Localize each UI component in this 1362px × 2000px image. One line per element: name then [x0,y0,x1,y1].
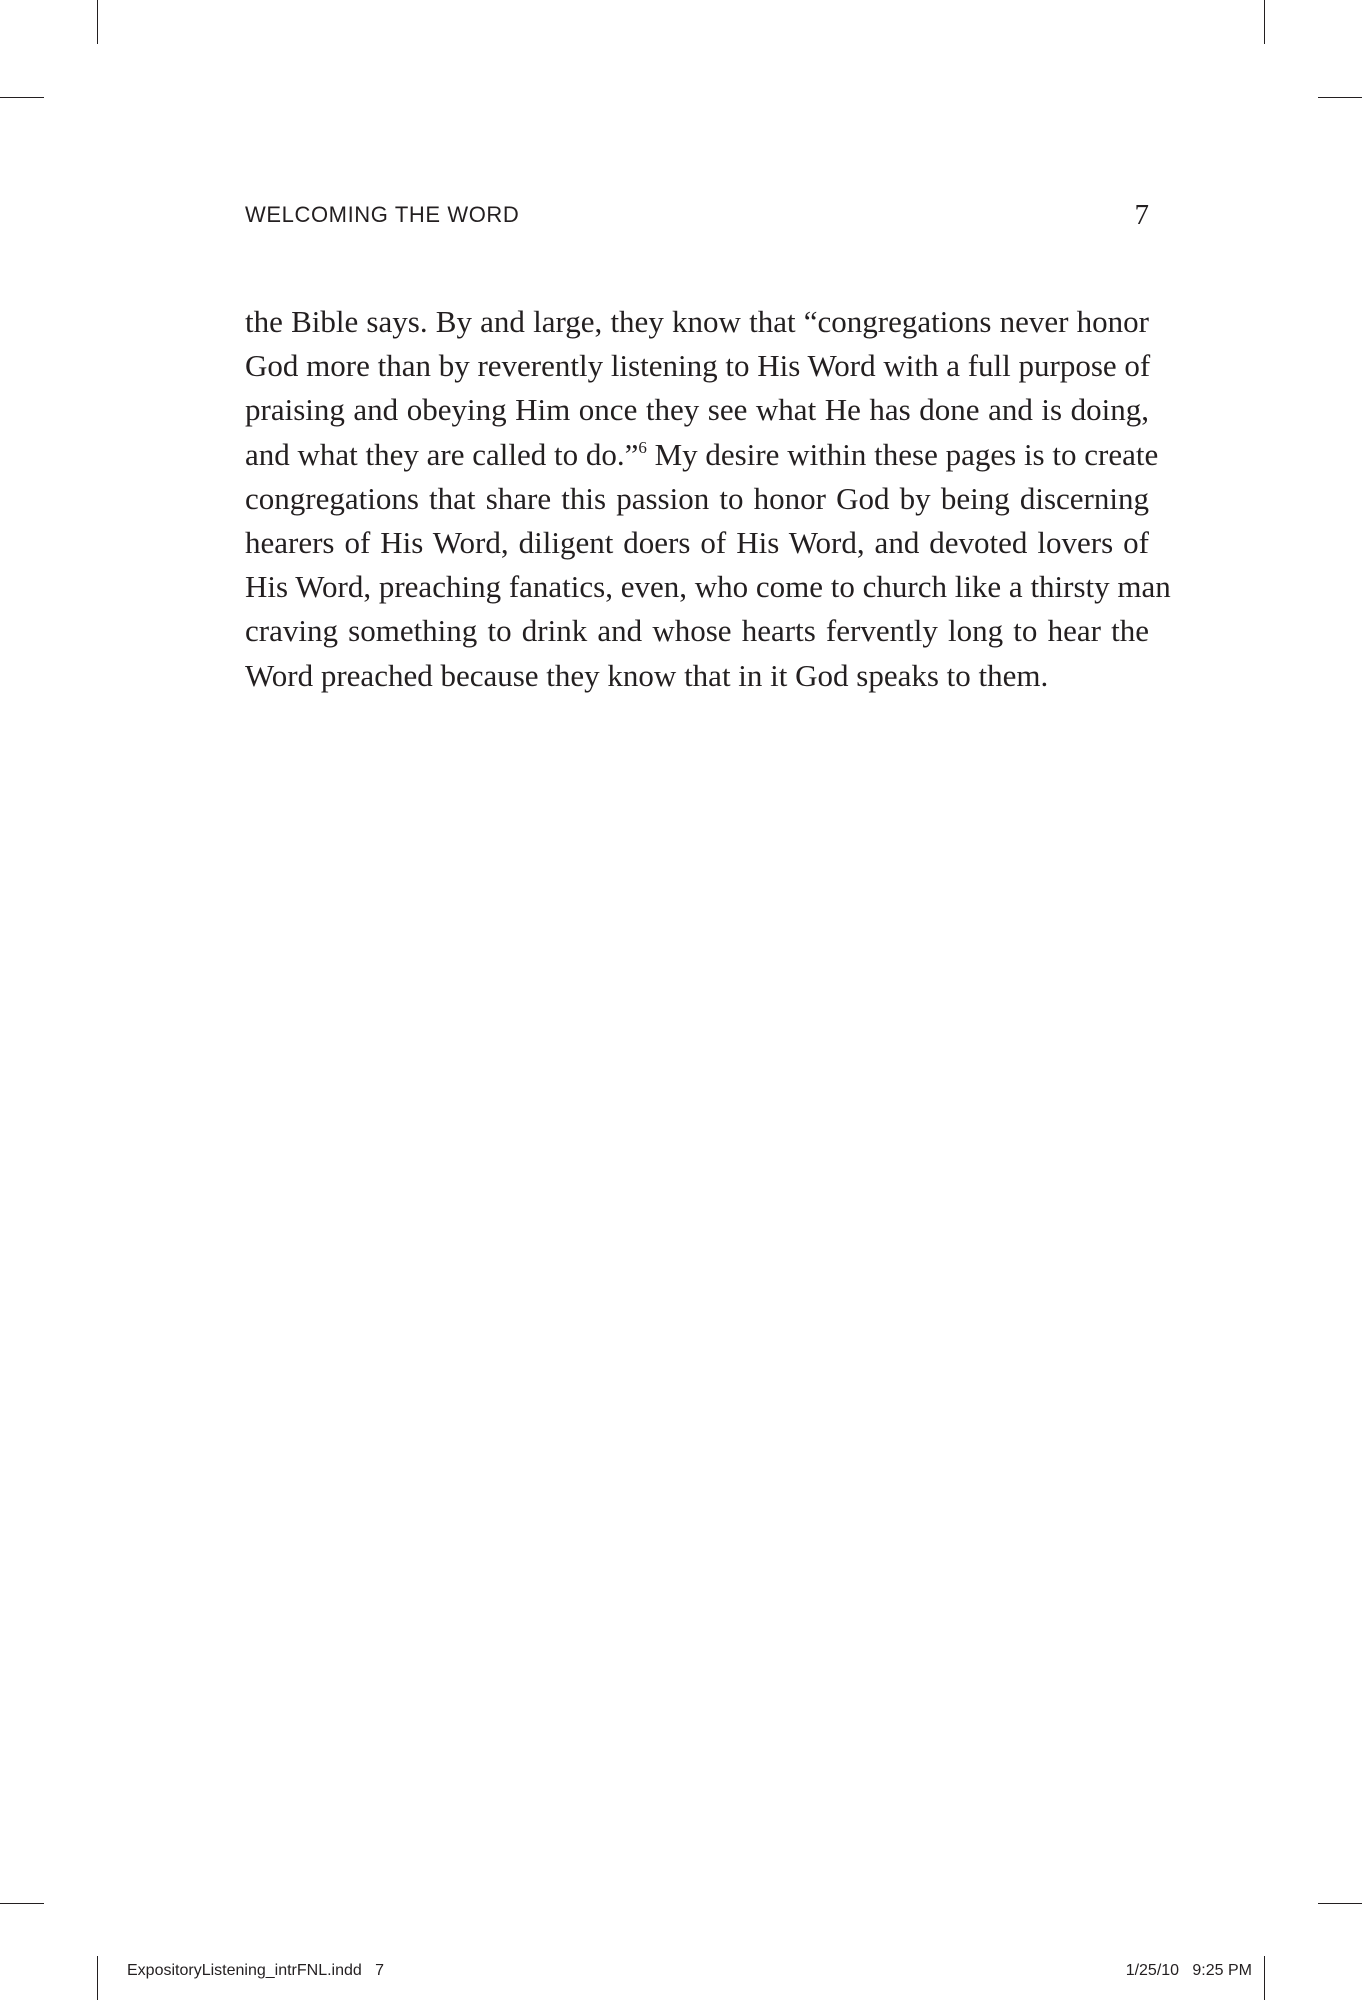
crop-mark-left-upper [0,97,44,98]
page-number: 7 [1134,199,1149,231]
crop-mark-left-lower [0,1903,44,1904]
text-line-4 [245,433,1159,477]
footnote-marker: 6 [638,437,647,457]
crop-mark-bottom-right [1264,1956,1265,2000]
running-head [245,200,1149,232]
crop-mark-right-lower [1318,1903,1362,1904]
running-title: WELCOMING THE WORD [245,202,520,227]
text-line-9: Word preached because they know that in it God speaks to them. [245,657,1049,693]
crop-mark-bottom-left [97,1956,98,2000]
body-paragraph [245,300,1171,698]
slug-timestamp: 1/25/10 9:25 PM [1125,1962,1252,1979]
text-line-3: praising and obeying Him once they see what He has done and is doing, [245,392,1149,428]
text-line-5: congregations that share this passion to honor God by being discerning [245,480,1149,516]
text-line-7: His Word, preaching fanatics, even, who come to church like a thirsty man [245,569,1171,605]
text-line-4-start: and what they are called to do.” [245,436,639,472]
crop-mark-top-left [97,0,98,44]
crop-mark-right-upper [1318,97,1362,98]
text-line-1: the Bible says. By and large, they know that “congregations never honor [245,304,1149,339]
crop-mark-top-right [1264,0,1265,44]
text-line-8: craving something to drink and whose hearts fervently long to hear the [245,613,1149,649]
text-line-6: hearers of His Word, diligent doers of His Word, and devoted lovers of [245,524,1149,560]
text-line-2: God more than by reverently listening to His Word with a full purpose of [245,348,1151,384]
slug-filename: ExpositoryListening_intrFNL.indd 7 [127,1962,385,1979]
text-line-4-end: My desire within these pages is to create [646,436,1159,472]
